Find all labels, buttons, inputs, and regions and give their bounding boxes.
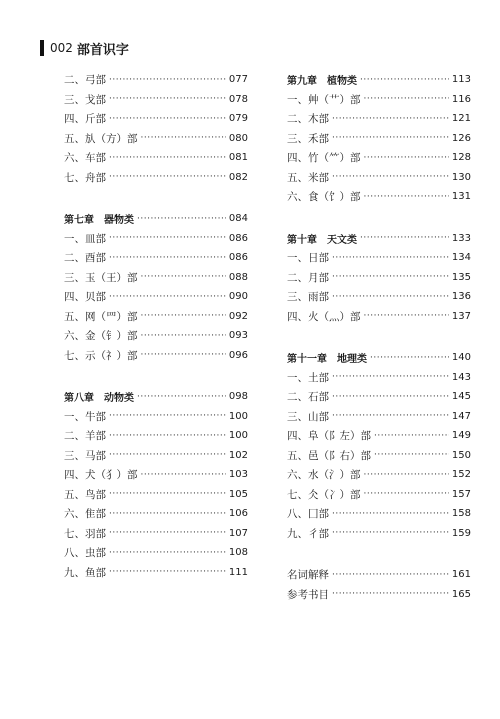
toc-entry	[64, 346, 248, 366]
toc-chapter-heading	[64, 209, 248, 229]
dot-leader	[364, 470, 449, 480]
dot-leader	[109, 114, 226, 124]
toc-page-number: 093	[228, 330, 248, 342]
toc-entry	[64, 326, 248, 346]
toc-entry	[287, 585, 471, 605]
toc-page-number: 140	[451, 352, 471, 364]
toc-page-number: 102	[228, 449, 248, 461]
toc-entry-label: 七、仌（冫）部	[287, 488, 361, 501]
dot-leader	[109, 528, 226, 538]
toc-entry-label: 一、皿部	[64, 232, 106, 245]
toc-page-number: 079	[228, 113, 248, 125]
dot-leader	[332, 509, 449, 519]
toc-page-number: 090	[228, 291, 248, 303]
toc-entry-label: 二、石部	[287, 391, 329, 404]
toc-entry-label: 一、牛部	[64, 410, 106, 423]
toc-entry	[64, 168, 248, 188]
toc-page-number: 121	[451, 113, 471, 125]
toc-gap	[287, 326, 471, 348]
toc-entry-label: 四、竹（⺮）部	[287, 152, 361, 165]
toc-entry-label: 第十章 天文类	[287, 234, 357, 246]
toc-page-number: 088	[228, 271, 248, 283]
toc-chapter-heading	[287, 348, 471, 368]
dot-leader	[109, 253, 226, 263]
toc-entry-label: 三、山部	[287, 410, 329, 423]
toc-entry-label: 六、隹部	[64, 508, 106, 521]
toc-page-number: 100	[228, 410, 248, 422]
toc-chapter-heading	[287, 229, 471, 249]
toc-entry	[64, 504, 248, 524]
header-bar	[40, 40, 44, 56]
toc-right-column	[287, 70, 471, 604]
toc-gap	[64, 187, 248, 209]
toc-entry	[287, 129, 471, 149]
toc-entry-label: 六、水（氵）部	[287, 469, 361, 482]
toc-entry-label: 四、贝部	[64, 291, 106, 304]
toc-entry	[287, 168, 471, 188]
toc-entry	[64, 268, 248, 288]
toc-entry	[287, 524, 471, 544]
toc-entry-label: 七、舟部	[64, 171, 106, 184]
dot-leader	[360, 233, 449, 243]
toc-entry-label: 五、米部	[287, 171, 329, 184]
dot-leader	[109, 548, 226, 558]
toc-entry-label: 二、羊部	[64, 430, 106, 443]
toc-page-number: 086	[228, 252, 248, 264]
dot-leader	[109, 94, 226, 104]
toc-page-number: 081	[228, 152, 248, 164]
toc-entry-label: 五、网（罒）部	[64, 310, 138, 323]
toc-entry	[287, 307, 471, 327]
dot-leader	[374, 431, 449, 441]
toc-entry	[64, 90, 248, 110]
toc-page-number: 161	[451, 569, 471, 581]
toc-page-number: 136	[451, 291, 471, 303]
toc-entry-label: 三、禾部	[287, 132, 329, 145]
toc-page-number: 143	[451, 371, 471, 383]
dot-leader	[141, 470, 226, 480]
toc-entry-label: 四、犬（犭）部	[64, 469, 138, 482]
toc-entry	[64, 70, 248, 90]
toc-page-number: 105	[228, 488, 248, 500]
dot-leader	[364, 94, 449, 104]
toc-entry	[287, 90, 471, 110]
toc-entry	[287, 565, 471, 585]
page-number: 002	[50, 41, 73, 55]
toc-page-number: 157	[451, 488, 471, 500]
toc-entry	[64, 287, 248, 307]
toc-entry-label: 八、囗部	[287, 508, 329, 521]
dot-leader	[360, 75, 449, 85]
page-header	[40, 40, 129, 56]
dot-leader	[141, 331, 226, 341]
toc-left-column	[64, 70, 248, 582]
toc-entry-label: 六、车部	[64, 152, 106, 165]
toc-page-number: 077	[228, 74, 248, 86]
toc-page-number: 137	[451, 310, 471, 322]
toc-gap	[287, 543, 471, 565]
toc-entry-label: 三、戈部	[64, 93, 106, 106]
toc-page-number: 107	[228, 527, 248, 539]
toc-entry-label: 四、斤部	[64, 113, 106, 126]
toc-entry	[287, 248, 471, 268]
dot-leader	[332, 570, 449, 580]
toc-page-number: 152	[451, 469, 471, 481]
toc-entry	[64, 465, 248, 485]
dot-leader	[141, 311, 226, 321]
dot-leader	[109, 489, 226, 499]
toc-entry	[64, 307, 248, 327]
toc-page-number: 150	[451, 449, 471, 461]
toc-page-number: 147	[451, 410, 471, 422]
toc-page-number: 130	[451, 171, 471, 183]
toc-entry	[64, 148, 248, 168]
toc-entry-label: 六、食（饣）部	[287, 191, 361, 204]
dot-leader	[109, 233, 226, 243]
dot-leader	[332, 392, 449, 402]
toc-entry-label: 五、邑（阝右）部	[287, 449, 371, 462]
dot-leader	[332, 411, 449, 421]
toc-page-number: 103	[228, 469, 248, 481]
toc-entry	[64, 407, 248, 427]
toc-entry	[287, 504, 471, 524]
dot-leader	[141, 350, 226, 360]
dot-leader	[364, 489, 449, 499]
toc-entry-label: 二、酉部	[64, 252, 106, 265]
dot-leader	[141, 272, 226, 282]
toc-page-number: 084	[228, 213, 248, 225]
dot-leader	[364, 311, 449, 321]
toc-page-number: 116	[451, 93, 471, 105]
dot-leader	[332, 528, 449, 538]
toc-entry-label: 二、木部	[287, 113, 329, 126]
dot-leader	[109, 431, 226, 441]
dot-leader	[109, 509, 226, 519]
toc-entry-label: 三、雨部	[287, 291, 329, 304]
toc-entry-label: 四、阜（阝左）部	[287, 430, 371, 443]
dot-leader	[332, 172, 449, 182]
dot-leader	[109, 172, 226, 182]
dot-leader	[109, 411, 226, 421]
toc-entry-label: 三、玉（王）部	[64, 271, 138, 284]
toc-page-number: 092	[228, 310, 248, 322]
toc-page-number: 159	[451, 527, 471, 539]
toc-entry	[287, 368, 471, 388]
toc-page-number: 096	[228, 349, 248, 361]
dot-leader	[364, 153, 449, 163]
toc-entry	[287, 446, 471, 466]
toc-chapter-heading	[287, 70, 471, 90]
dot-leader	[332, 253, 449, 263]
toc-entry-label: 四、火（灬）部	[287, 310, 361, 323]
toc-entry-label: 参考书目	[287, 588, 329, 601]
dot-leader	[109, 450, 226, 460]
dot-leader	[109, 75, 226, 85]
toc-entry-label: 一、土部	[287, 371, 329, 384]
toc-gap	[287, 207, 471, 229]
toc-page-number: 100	[228, 430, 248, 442]
toc-entry	[287, 426, 471, 446]
toc-entry-label: 第七章 器物类	[64, 215, 134, 227]
toc-entry-label: 二、弓部	[64, 74, 106, 87]
dot-leader	[332, 372, 449, 382]
dot-leader	[137, 392, 226, 402]
toc-entry	[64, 109, 248, 129]
toc-entry-label: 一、艸（艹）部	[287, 93, 361, 106]
toc-entry	[64, 563, 248, 583]
section-title: 部首识字	[76, 42, 129, 58]
toc-page-number: 106	[228, 508, 248, 520]
toc-entry-label: 五、鸟部	[64, 488, 106, 501]
toc-page-number: 145	[451, 391, 471, 403]
toc-page-number: 078	[228, 93, 248, 105]
toc-page-number: 133	[451, 232, 471, 244]
dot-leader	[364, 192, 449, 202]
toc-gap	[64, 365, 248, 387]
toc-entry	[287, 187, 471, 207]
toc-entry	[64, 524, 248, 544]
dot-leader	[137, 214, 226, 224]
toc-entry	[64, 485, 248, 505]
toc-entry	[287, 407, 471, 427]
dot-leader	[332, 272, 449, 282]
toc-entry-label: 七、示（礻）部	[64, 349, 138, 362]
toc-entry-label: 八、虫部	[64, 547, 106, 560]
toc-entry	[287, 109, 471, 129]
toc-page-number: 082	[228, 171, 248, 183]
toc-entry	[287, 148, 471, 168]
toc-entry-label: 五、㫃（方）部	[64, 132, 138, 145]
toc-entry-label: 第九章 植物类	[287, 76, 357, 88]
toc-page-number: 108	[228, 547, 248, 559]
toc-page-number: 135	[451, 271, 471, 283]
toc-page-number: 111	[228, 566, 248, 578]
toc-entry-label: 三、马部	[64, 449, 106, 462]
toc-page-number: 134	[451, 252, 471, 264]
toc-entry	[287, 287, 471, 307]
dot-leader	[332, 114, 449, 124]
toc-entry-label: 一、日部	[287, 252, 329, 265]
toc-page-number: 128	[451, 152, 471, 164]
toc-entry-label: 九、鱼部	[64, 566, 106, 579]
toc-page-number: 149	[451, 430, 471, 442]
toc-page-number: 131	[451, 191, 471, 203]
toc-entry-label: 第十一章 地理类	[287, 354, 367, 366]
toc-entry-label: 七、羽部	[64, 527, 106, 540]
toc-page-number: 098	[228, 391, 248, 403]
toc-entry	[287, 485, 471, 505]
dot-leader	[141, 133, 226, 143]
toc-page-number: 165	[451, 588, 471, 600]
dot-leader	[370, 353, 449, 363]
dot-leader	[332, 589, 449, 599]
toc-page-number: 126	[451, 132, 471, 144]
toc-page-number: 080	[228, 132, 248, 144]
toc-entry-label: 九、彳部	[287, 527, 329, 540]
toc-page-number: 086	[228, 232, 248, 244]
toc-entry-label: 六、金（钅）部	[64, 330, 138, 343]
toc-entry	[64, 426, 248, 446]
toc-entry	[287, 268, 471, 288]
toc-entry	[64, 543, 248, 563]
toc-entry-label: 名词解释	[287, 569, 329, 582]
toc-page-number: 113	[451, 74, 471, 86]
toc-entry	[64, 248, 248, 268]
dot-leader	[109, 153, 226, 163]
toc-page-number: 158	[451, 508, 471, 520]
toc-chapter-heading	[64, 387, 248, 407]
toc-entry-label: 第八章 动物类	[64, 393, 134, 405]
toc-entry	[64, 129, 248, 149]
dot-leader	[374, 450, 449, 460]
toc-entry	[64, 446, 248, 466]
toc-entry-label: 二、月部	[287, 271, 329, 284]
toc-entry	[287, 387, 471, 407]
dot-leader	[109, 292, 226, 302]
dot-leader	[109, 567, 226, 577]
dot-leader	[332, 292, 449, 302]
dot-leader	[332, 133, 449, 143]
toc-entry	[287, 465, 471, 485]
toc-entry	[64, 229, 248, 249]
